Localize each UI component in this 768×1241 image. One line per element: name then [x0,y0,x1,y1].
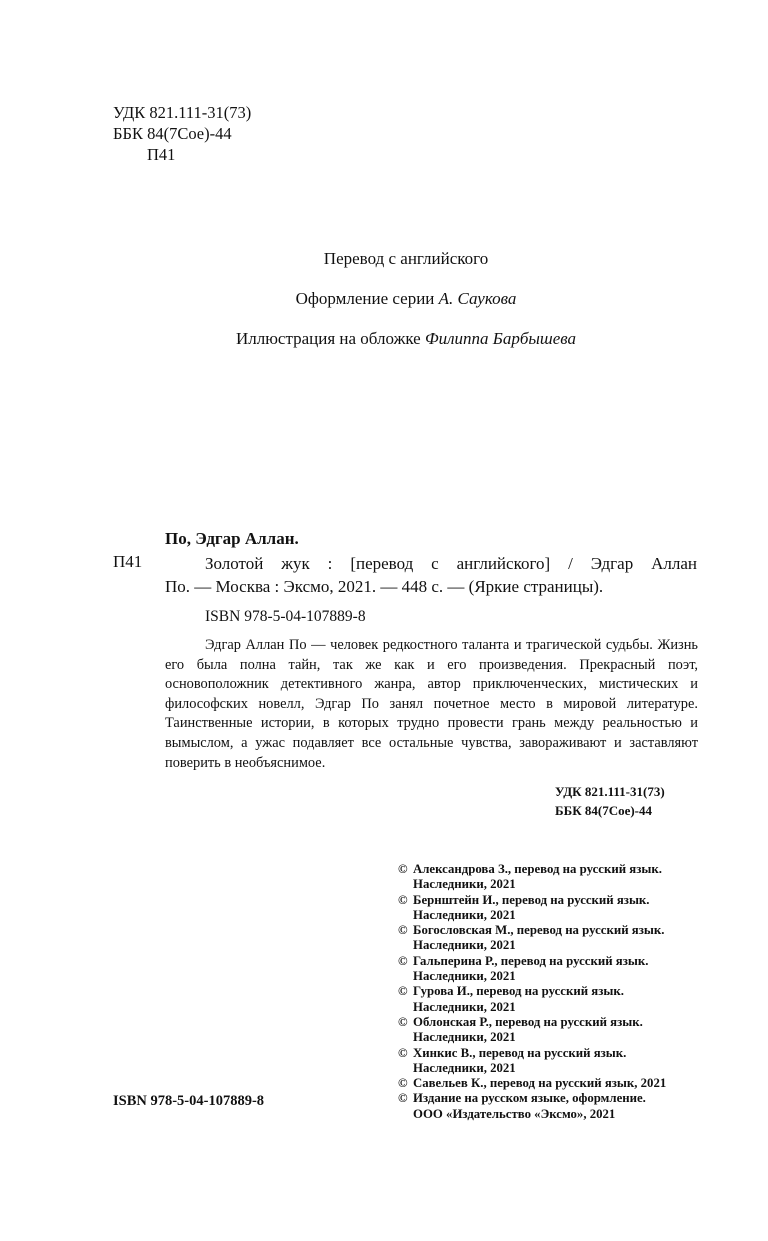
copyright-item [398,1046,666,1077]
copyright-icon: © [398,892,408,907]
copyright-item [398,984,666,1015]
cover-illustration-credit [113,329,699,349]
copyright-icon: © [398,1045,408,1060]
copyright-holder: Наследники, 2021 [413,999,516,1014]
translation-credit [113,249,699,269]
bib-isbn: ISBN 978-5-04-107889-8 [205,608,366,625]
copyright-item [398,1015,666,1046]
udk-code-right: УДК 821.111-31(73) [555,784,665,799]
copyright-text: Облонская Р., перевод на русский язык. [413,1014,643,1029]
copyright-text: Александрова З., перевод на русский язык. [413,862,662,876]
classification-block-top [113,102,251,165]
isbn-bottom: ISBN 978-5-04-107889-8 [113,1093,265,1109]
copyright-item [398,862,666,893]
copyright-text: Савельев К., перевод на русский язык, 2021 [413,1076,667,1091]
bib-author-heading: По, Эдгар Аллан. [165,529,299,548]
copyright-holder: ООО «Издательство «Эксмо», 2021 [413,1106,616,1121]
bib-description [165,552,697,598]
copyright-item [398,954,666,985]
series-design-label: Оформление серии [295,289,435,308]
bbk-code-right: ББК 84(7Сое)-44 [555,803,653,818]
bib-line-1: Золотой жук : [перевод с английского] / Эдгар Аллан [205,554,697,573]
cover-illustration-label: Иллюстрация на обложке [235,329,421,348]
copyright-item [398,1091,666,1122]
copyright-item [398,893,666,924]
copyright-holder: Наследники, 2021 [413,938,516,953]
copyright-text: Гальперина Р., перевод на русский язык. [413,953,649,968]
classification-block-right [555,782,665,820]
cover-illustrator-name: Филиппа Барбышева [424,329,577,348]
copyright-text: Гурова И., перевод на русский язык. [413,984,624,999]
copyright-item [398,923,666,954]
copyright-text: Издание на русском языке, оформление. [413,1091,646,1106]
copyright-text: Богословская М., перевод на русский язык. [413,923,665,938]
copyright-text: Бернштейн И., перевод на русский язык. [413,892,650,907]
translation-text: Перевод с английского [323,249,489,268]
series-design-credit [113,289,699,309]
bib-line-2: По. — Москва : Эксмо, 2021. — 448 с. — (Яркие страницы). [165,577,604,596]
author-sign: П41 [147,145,176,164]
copyright-icon: © [398,1076,408,1091]
udk-code: УДК 821.111-31(73) [113,103,252,122]
copyright-holder: Наследники, 2021 [413,907,516,922]
series-designer-name: А. Саукова [438,289,517,308]
bib-author-sign: П41 [113,552,143,571]
copyright-holder: Наследники, 2021 [413,877,516,892]
copyright-holder: Наследники, 2021 [413,1060,516,1075]
copyright-icon: © [398,923,408,938]
bbk-code: ББК 84(7Сое)-44 [113,124,232,143]
copyright-icon: © [398,953,408,968]
copyright-icon: © [398,1091,408,1106]
copyright-list [398,862,666,1122]
annotation-paragraph: Эдгар Аллан По — человек редкостного таланта и трагической судьбы. Жизнь его была полна тайн, так же как и его произведения. Прекрасный поэт, основоположник детективного жанра, автор приключенческих, мистических и философских новелл, Эдгар По занял почетное место в мировой литературе. Таинственные истории, в которых трудно провести грань между реальностью и вымыслом, а ужас подавляет все остальные чувства, завораживают и заставляют поверить в необъяснимое. [165,637,698,771]
copyright-holder: Наследники, 2021 [413,1030,516,1045]
copyright-text: Хинкис В., перевод на русский язык. [413,1045,627,1060]
copyright-icon: © [398,1014,408,1029]
copyright-icon: © [398,862,408,876]
copyright-item [398,1076,666,1091]
copyright-icon: © [398,984,408,999]
copyright-holder: Наследники, 2021 [413,969,516,984]
